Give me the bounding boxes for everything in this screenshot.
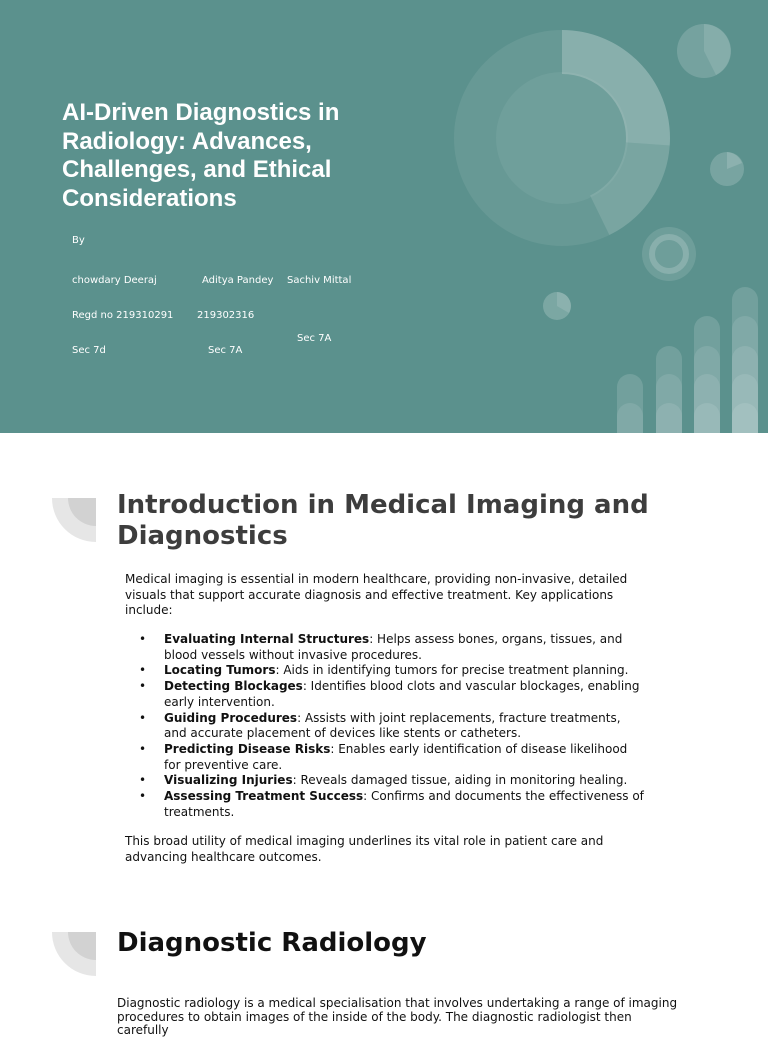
author-1 <box>72 252 173 380</box>
author-section: Sec 7d <box>72 344 106 356</box>
list-item <box>125 632 645 663</box>
author-2 <box>197 252 273 380</box>
radiology-heading: Diagnostic Radiology <box>117 928 427 958</box>
item-term: Locating Tumors <box>164 663 276 678</box>
ring-icon <box>642 227 696 281</box>
author-name: chowdary Deeraj <box>72 275 157 287</box>
item-term: Visualizing Injuries <box>164 773 293 788</box>
item-term: Evaluating Internal Structures <box>164 632 370 646</box>
author-name: Sachiv Mittal <box>287 275 352 287</box>
section-marker-icon <box>52 932 96 976</box>
author-regd: Regd no 219310291 <box>72 309 174 321</box>
list-item <box>125 663 645 679</box>
closing-paragraph: This broad utility of medical imaging underlines its vital role in patient care and advancing healthcare outcomes. <box>125 834 604 864</box>
small-pie-icon <box>677 24 731 78</box>
item-text: : Enables early identification of disease likelihood for preventive care. <box>164 741 628 772</box>
author-3 <box>287 252 351 368</box>
intro-paragraph: Medical imaging is essential in modern healthcare, providing non-invasive, detailed visuals that support accurate diagnosis and effective treatment. Key applications include: <box>125 572 628 618</box>
applications-list <box>125 632 645 820</box>
tiny-pie-icon <box>543 292 571 320</box>
bullet-icon: • <box>139 789 147 804</box>
mini-pie-icon <box>710 152 744 186</box>
list-item <box>125 679 645 710</box>
author-section: Sec 7A <box>208 344 243 356</box>
bullet-icon: • <box>139 679 147 694</box>
author-regd: 219302316 <box>197 309 255 321</box>
section-marker-icon <box>52 498 96 542</box>
item-text: : Helps assess bones, organs, tissues, and blood vessels without invasive procedures. <box>164 632 623 662</box>
list-item <box>125 711 645 742</box>
bullet-icon: • <box>139 632 147 646</box>
item-text: : Reveals damaged tissue, aiding in monitoring healing. <box>292 773 628 788</box>
item-text: : Assists with joint replacements, fracture treatments, and accurate placement of devices like stents or catheters. <box>164 710 621 741</box>
title-slide <box>0 0 768 433</box>
bullet-icon: • <box>139 741 147 756</box>
bullet-icon: • <box>139 663 147 678</box>
author-section: Sec 7A <box>297 333 332 345</box>
item-text: : Aids in identifying tumors for precise treatment planning. <box>275 663 629 678</box>
presentation-title: AI-Driven Diagnostics in Radiology: Advances, Challenges, and Ethical Considerations <box>62 99 340 212</box>
list-item <box>125 742 645 773</box>
item-text: : Confirms and documents the effectiveness of treatments. <box>164 789 644 819</box>
item-text: : Identifies blood clots and vascular blockages, enabling early intervention. <box>164 679 640 709</box>
by-label: By <box>72 235 85 246</box>
radiology-paragraph: Diagnostic radiology is a medical specialisation that involves undertaking a range of imaging procedures to obtain images of the inside of the body. The diagnostic radiologist then carefully <box>117 996 678 1037</box>
author-name: Aditya Pandey <box>202 275 274 287</box>
item-term: Guiding Procedures <box>164 710 298 725</box>
bullet-icon: • <box>139 710 147 725</box>
intro-heading: Introduction in Medical Imaging and Diagnostics <box>117 490 649 551</box>
bar-graphic-icon <box>617 287 758 463</box>
item-term: Detecting Blockages <box>164 679 303 694</box>
list-item <box>125 773 645 789</box>
large-donut-icon <box>454 30 670 246</box>
list-item <box>125 789 645 820</box>
item-term: Assessing Treatment Success <box>164 789 364 804</box>
bullet-icon: • <box>139 773 147 788</box>
item-term: Predicting Disease Risks <box>164 741 331 756</box>
